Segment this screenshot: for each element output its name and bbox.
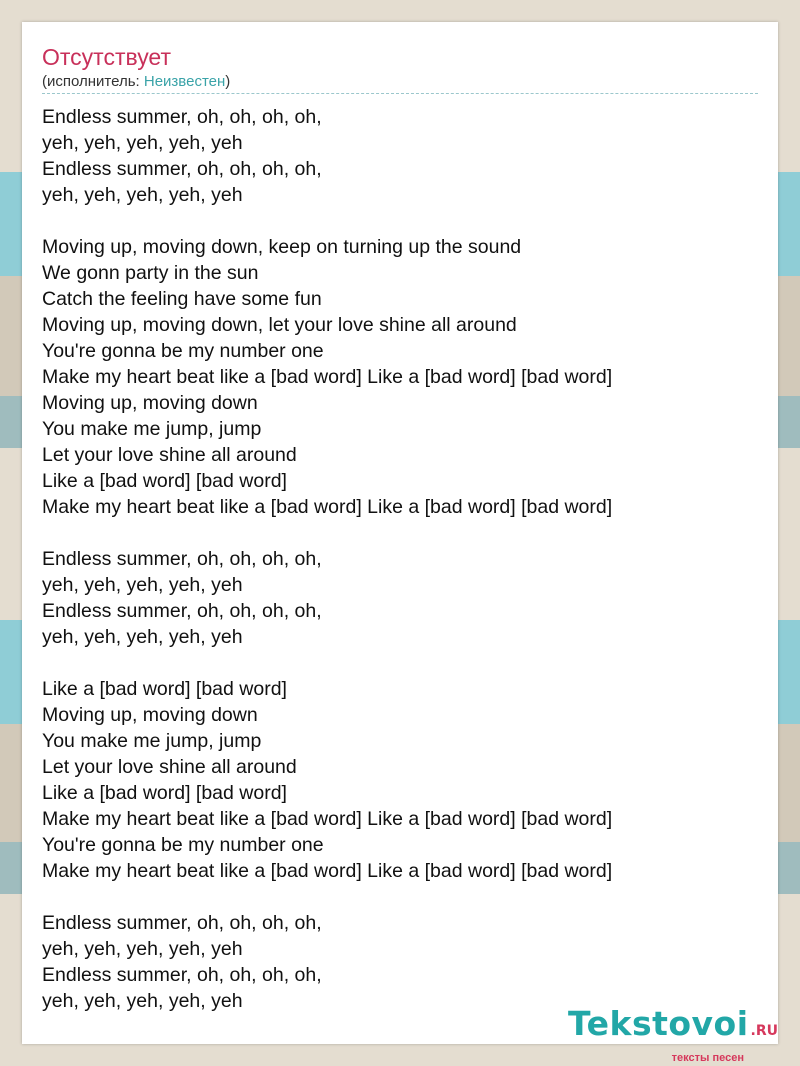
lyric-line: Moving up, moving down xyxy=(42,392,258,414)
lyric-line: Catch the feeling have some fun xyxy=(42,288,322,310)
lyrics-card xyxy=(22,22,779,1064)
lyric-line: Endless summer, oh, oh, oh, oh, xyxy=(42,964,322,986)
lyric-line: Make my heart beat like a [bad word] Like a [bad word] [bad word] xyxy=(42,808,613,830)
lyric-line: We gonn party in the sun xyxy=(42,262,259,284)
lyric-line: Like a [bad word] [bad word] xyxy=(42,678,287,700)
artist-prefix: (исполнитель: xyxy=(42,73,144,90)
lyric-line: yeh, yeh, yeh, yeh, yeh xyxy=(42,574,243,596)
stanza-break xyxy=(42,884,762,910)
lyric-line: Let your love shine all around xyxy=(42,756,297,778)
lyric-line: Let your love shine all around xyxy=(42,444,297,466)
artist-line xyxy=(42,73,230,91)
lyric-line: yeh, yeh, yeh, yeh, yeh xyxy=(42,990,243,1012)
lyric-line: Endless summer, oh, oh, oh, oh, xyxy=(42,912,322,934)
lyrics-body xyxy=(42,104,762,1014)
logo-wordmark: Tekstovoi .RU xyxy=(568,1004,779,1043)
lyric-line: Endless summer, oh, oh, oh, oh, xyxy=(42,548,322,570)
lyric-line: Moving up, moving down xyxy=(42,704,258,726)
lyric-line: yeh, yeh, yeh, yeh, yeh xyxy=(42,184,243,206)
lyric-line: Like a [bad word] [bad word] xyxy=(42,782,287,804)
lyric-line: Endless summer, oh, oh, oh, oh, xyxy=(42,158,322,180)
lyric-line: Like a [bad word] [bad word] xyxy=(42,470,287,492)
logo-tagline: тексты песен xyxy=(671,1052,744,1064)
artist-suffix: ) xyxy=(225,73,231,90)
lyric-line: Make my heart beat like a [bad word] Like a [bad word] [bad word] xyxy=(42,366,613,388)
logo-domain: .RU xyxy=(750,1023,779,1039)
lyric-line: Endless summer, oh, oh, oh, oh, xyxy=(42,600,322,622)
artist-link[interactable]: Неизвестен xyxy=(143,73,226,90)
lyric-line: Endless summer, oh, oh, oh, oh, xyxy=(42,106,322,128)
stanza-break xyxy=(42,520,762,546)
site-logo[interactable] xyxy=(568,1004,779,1064)
lyric-line: yeh, yeh, yeh, yeh, yeh xyxy=(42,938,243,960)
lyric-line: Make my heart beat like a [bad word] Like a [bad word] [bad word] xyxy=(42,860,613,882)
lyric-line: yeh, yeh, yeh, yeh, yeh xyxy=(42,626,243,648)
lyric-line: Moving up, moving down, let your love shine all around xyxy=(42,314,517,336)
header-divider xyxy=(42,93,758,94)
stanza-break xyxy=(42,650,762,676)
lyric-line: You make me jump, jump xyxy=(42,730,262,752)
lyric-line: You're gonna be my number one xyxy=(42,340,324,362)
lyric-line: Make my heart beat like a [bad word] Like a [bad word] [bad word] xyxy=(42,496,613,518)
lyric-line: Moving up, moving down, keep on turning up the sound xyxy=(42,236,522,258)
lyric-line: You make me jump, jump xyxy=(42,418,262,440)
song-title: Отсутствует xyxy=(42,44,171,70)
lyric-line: You're gonna be my number one xyxy=(42,834,324,856)
lyric-line: yeh, yeh, yeh, yeh, yeh xyxy=(42,132,243,154)
stanza-break xyxy=(42,208,762,234)
